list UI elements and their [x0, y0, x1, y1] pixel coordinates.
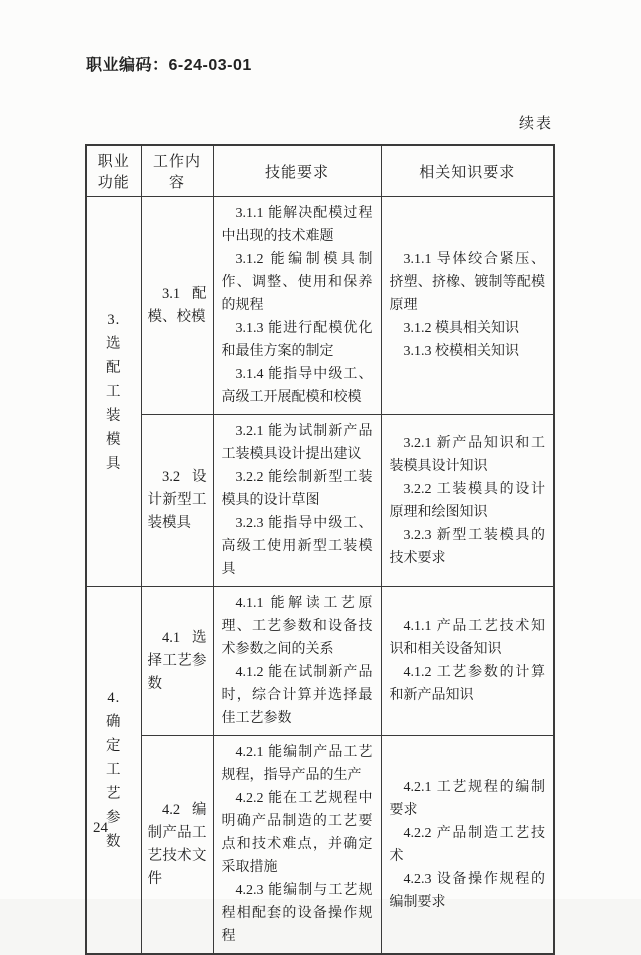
requirements-table [85, 144, 555, 955]
function-cell-4: 4. 确 定 工 艺 参 数 [86, 587, 141, 955]
knowledge-item: 4.2.3 设备操作规程的编制要求 [389, 871, 545, 910]
knowledge-item: 4.1.1 产品工艺技术知识和相关设备知识 [389, 619, 545, 657]
knowledge-item: 3.1.1 导体绞合紧压、挤塑、挤橡、镀制等配模原理 [389, 252, 545, 313]
work-content-label: 3.2 设计新型工装模具 [147, 469, 207, 531]
skill-item: 3.2.2 能绘制新型工装模具的设计草图 [221, 470, 373, 508]
page-number: 24 [93, 820, 108, 836]
knowledge-cell-3-1 [381, 197, 554, 415]
knowledge-cell-3-2 [381, 415, 554, 587]
skill-item: 3.2.3 能指导中级工、高级工使用新型工装模具 [221, 516, 373, 577]
skill-item: 4.1.2 能在试制新产品时，综合计算并选择最佳工艺参数 [221, 665, 373, 726]
column-header-skills: 技能要求 [213, 145, 381, 197]
table-row [86, 415, 554, 587]
work-content-label: 4.2 编制产品工艺技术文件 [147, 801, 207, 887]
knowledge-cell-4-1 [381, 587, 554, 736]
work-content-label: 3.1 配模、校模 [147, 285, 207, 325]
knowledge-item: 3.2.3 新型工装模具的技术要求 [389, 527, 545, 566]
table-row [86, 736, 554, 955]
knowledge-cell-4-2 [381, 736, 554, 955]
skills-cell-4-2 [213, 736, 381, 955]
skill-item: 4.2.3 能编制与工艺规程相配套的设备操作规程 [221, 883, 373, 944]
work-content-cell-4-1 [141, 587, 213, 736]
column-header-knowledge: 相关知识要求 [381, 145, 554, 197]
column-header-work: 工作内容 [141, 145, 213, 197]
skill-item: 3.1.3 能进行配模优化和最佳方案的制定 [221, 321, 373, 359]
skill-item: 4.1.1 能解读工艺原理、工艺参数和设备技术参数之间的关系 [221, 596, 373, 657]
skill-item: 4.2.2 能在工艺规程中明确产品制造的工艺要点和技术难点，并确定采取措施 [221, 791, 373, 875]
work-content-label: 4.1 选择工艺参数 [147, 629, 207, 692]
knowledge-item: 3.2.2 工装模具的设计原理和绘图知识 [389, 481, 545, 520]
skills-cell-3-2 [213, 415, 381, 587]
knowledge-item: 3.1.3 校模相关知识 [403, 344, 519, 359]
skills-cell-4-1 [213, 587, 381, 736]
table-row [86, 587, 554, 736]
skills-cell-3-1 [213, 197, 381, 415]
occupation-code-label: 职业编码：6-24-03-01 [86, 57, 252, 74]
continued-table-label: 续表 [518, 116, 553, 132]
table-header-row [86, 145, 554, 197]
skill-item: 3.1.1 能解决配模过程中出现的技术难题 [221, 206, 373, 244]
knowledge-item: 4.2.2 产品制造工艺技术 [389, 825, 545, 864]
knowledge-item: 4.1.2 工艺参数的计算和新产品知识 [389, 665, 545, 703]
skill-item: 3.1.4 能指导中级工、高级工开展配模和校模 [221, 367, 373, 405]
table-row [86, 197, 554, 415]
knowledge-item: 3.1.2 模具相关知识 [403, 321, 519, 336]
skill-item: 3.1.2 能编制模具制作、调整、使用和保养的规程 [221, 252, 373, 313]
knowledge-item: 4.2.1 工艺规程的编制要求 [389, 779, 545, 818]
skill-item: 4.2.1 能编制产品工艺规程，指导产品的生产 [221, 745, 373, 783]
knowledge-item: 3.2.1 新产品知识和工装模具设计知识 [389, 435, 545, 474]
function-cell-3: 3. 选 配 工 装 模 具 [86, 197, 141, 587]
work-content-cell-3-2 [141, 415, 213, 587]
skill-item: 3.2.1 能为试制新产品工装模具设计提出建议 [221, 424, 373, 462]
work-content-cell-4-2 [141, 736, 213, 955]
column-header-function: 职业 功能 [86, 145, 141, 197]
work-content-cell-3-1 [141, 197, 213, 415]
